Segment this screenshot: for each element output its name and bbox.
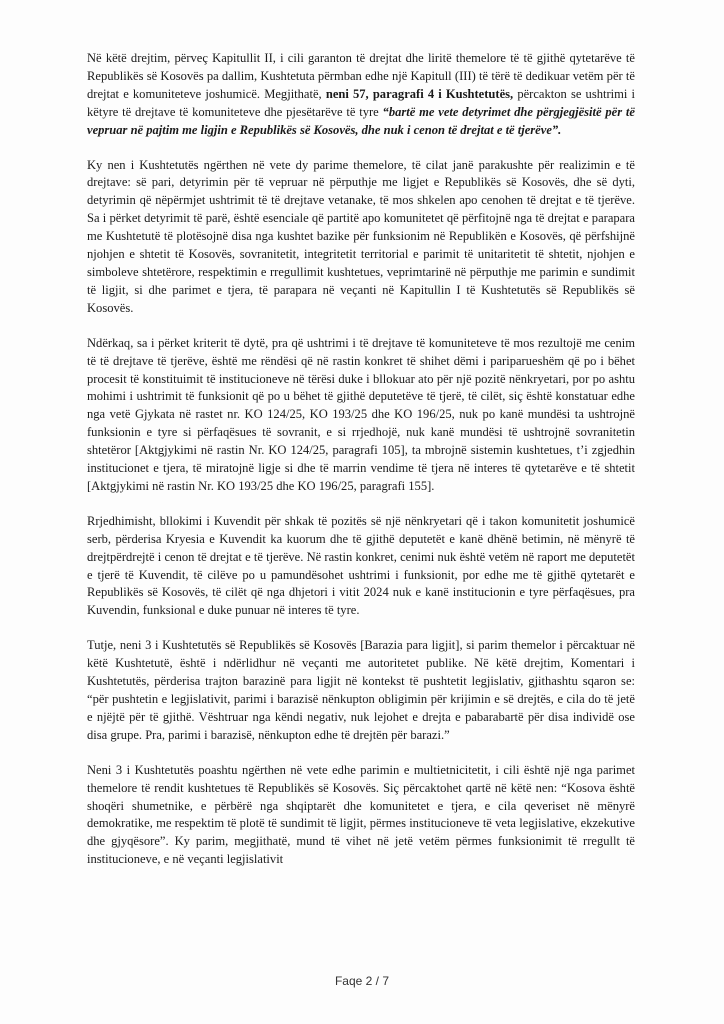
- text-segment: Neni 3 i Kushtetutës poashtu ngërthen në vete edhe parimin e multietnicitetit, i cili është një nga parimet themelore të rendit kushtetues të Republikës së Kosovës. Siç përcaktohet qartë në këtë nen: “Kosova është shoqëri shumetnike, e përbërë nga shqiptarët dhe komunitetet e tjera, e cila qeveriset në mënyrë demokratike, me respektim të plotë të sundimit të ligjit, përmes institucioneve të veta legjislative, ekzekutive dhe gjyqësore”. Ky parim, megjithatë, mund të vihet në jetë vetëm përmes funksionimit të rregullt të institucioneve, e në veçanti legjislativit: [87, 762, 635, 867]
- paragraph: [87, 637, 635, 744]
- page-number: Faqe 2 / 7: [334, 974, 390, 988]
- paragraph: [87, 513, 635, 620]
- paragraph: [87, 157, 635, 318]
- bold-text-segment: neni 57, paragrafi 4 i Kushtetutës,: [325, 86, 514, 101]
- document-body: [87, 50, 635, 886]
- text-segment: Ky nen i Kushtetutës ngërthen në vete dy parime themelore, të cilat janë parakushte për realizimin e të drejtave: së pari, detyrimin për të vepruar në përputhje me ligjet e Republikës së Kosovës, dhe së dyti, detyrimin që nëpërmjet ushtrimit të të drejtave vetanake, të mos shkelen apo cenohen të drejtat e të tjerëve. Sa i përket detyrimit të parë, është esenciale që partitë apo komunitetet që përfitojnë nga të drejtat e parapara me Kushtetutë të plotësojnë disa nga kushtet bazike për funksionim në Republikën e Kosovës, që përfshijnë njohjen e shtetit të Kosovës, sovranitetit, integritetit territorial e parimit të unitaritetit të shtetit, njohjen e simboleve shtetërore, respektimin e rregullimit kushtetues, veprimtarinë në përputhje me parimin e sundimit të ligjit, si dhe parimet e tjera, të parapara në veçanti në Kapitullin I të Kushtetutës së Republikës së Kosovës.: [87, 157, 635, 315]
- paragraph: [87, 762, 635, 869]
- paragraph: [87, 50, 635, 140]
- text-segment: Rrjedhimisht, bllokimi i Kuvendit për shkak të pozitës së një nënkryetari që i takon komunitetit joshumicë serb, përderisa Kryesia e Kuvendit ka kuorum dhe të gjithë deputetët e kanë dhënë betimin, në mënyrë të drejtpërdrejtë i cenon të drejtat e të tjerëve. Në rastin konkret, cenimi nuk është vetëm në raport me deputetët e tjerë të Kuvendit, të cilëve po u pamundësohet ushtrimi i funksionit, por edhe me të gjithë qytetarët e Republikës së Kosovës, të cilët që nga dhjetori i vitit 2024 nuk e kanë institucionin e tyre përfaqësues, pra Kuvendin, funksional e duke punuar në interes të tyre.: [87, 513, 635, 618]
- paragraph: [87, 335, 635, 496]
- text-segment: Në këtë drejtim, përveç Kapitullit II, i cili garanton të drejtat dhe liritë themelore të të gjithë qytetarëve të Republikës së Kosovës pa dallim, Kushtetuta përmban edhe një Kapitull (III) të tërë të dedikuar vetëm për të drejtat e komuniteteve joshumicë. Megjithatë,: [87, 51, 635, 101]
- text-segment: përcakton se ushtrimi i këtyre të drejtave të komuniteteve dhe pjesëtarëve të tyre: [87, 86, 636, 119]
- text-segment: Ndërkaq, sa i përket kriterit të dytë, pra që ushtrimi i të drejtave të komuniteteve të mos rezultojë me cenim të të drejtave të tjerëve, është me rëndësi që në rastin konkret të shihet dëmi i pariparueshëm që po i bëhet procesit të konstituimit të institucioneve në tërësi duke i bllokuar ato për një pozitë nënkryetari, por po ashtu mohimi i ushtrimit të funksionit që po u bëhet të gjithë deputetëve të tjerë, të cilët, siç është konstatuar edhe nga vetë Gjykata në rastet nr. KO 124/25, KO 193/25 dhe KO 196/25, nuk po kanë mundësi ta ushtrojnë funksionin e tyre si përfaqësues të sovranit, e si rrjedhojë, nuk kanë mundësi të ushtrojnë sovranitetin shtetëror [Aktgjykimi në rastin Nr. KO 124/25, paragrafi 105], ta mbrojnë sistemin kushtetues, t’i zgjedhin institucionet e tjera, të miratojnë ligje si dhe të marrin vendime të tjera në interes të qytetarëve e të shtetit [Aktgjykimi në rastin Nr. KO 193/25 dhe KO 196/25, paragrafi 155].: [87, 335, 635, 493]
- text-segment: Tutje, neni 3 i Kushtetutës së Republikës së Kosovës [Barazia para ligjit], si parim themelor i përcaktuar në këtë Kushtetutë, është i ndërlidhur në veçanti me autoritetet publike. Në këtë drejtim, Komentari i Kushtetutës, përderisa trajton barazinë para ligjit në kontekst të pushtetit legjislativ, gjithashtu sqaron se: “për pushtetin e legjislativit, parimi i barazisë nënkupton obligimin për krijimin e së drejtës, e cila do të jetë e njëjtë për të gjithë. Vështruar nga këndi negativ, nuk lejohet e drejta e pabarabartë për disa individë ose disa grupe. Pra, parimi i barazisë, nënkupton edhe të drejtën për barazi.”: [87, 638, 635, 742]
- bold-italic-quote: “bartë me vete detyrimet dhe përgjegjësitë për të vepruar në pajtim me ligjin e Republikës së Kosovës, dhe nuk i cenon të drejtat e të tjerëve”.: [87, 104, 635, 137]
